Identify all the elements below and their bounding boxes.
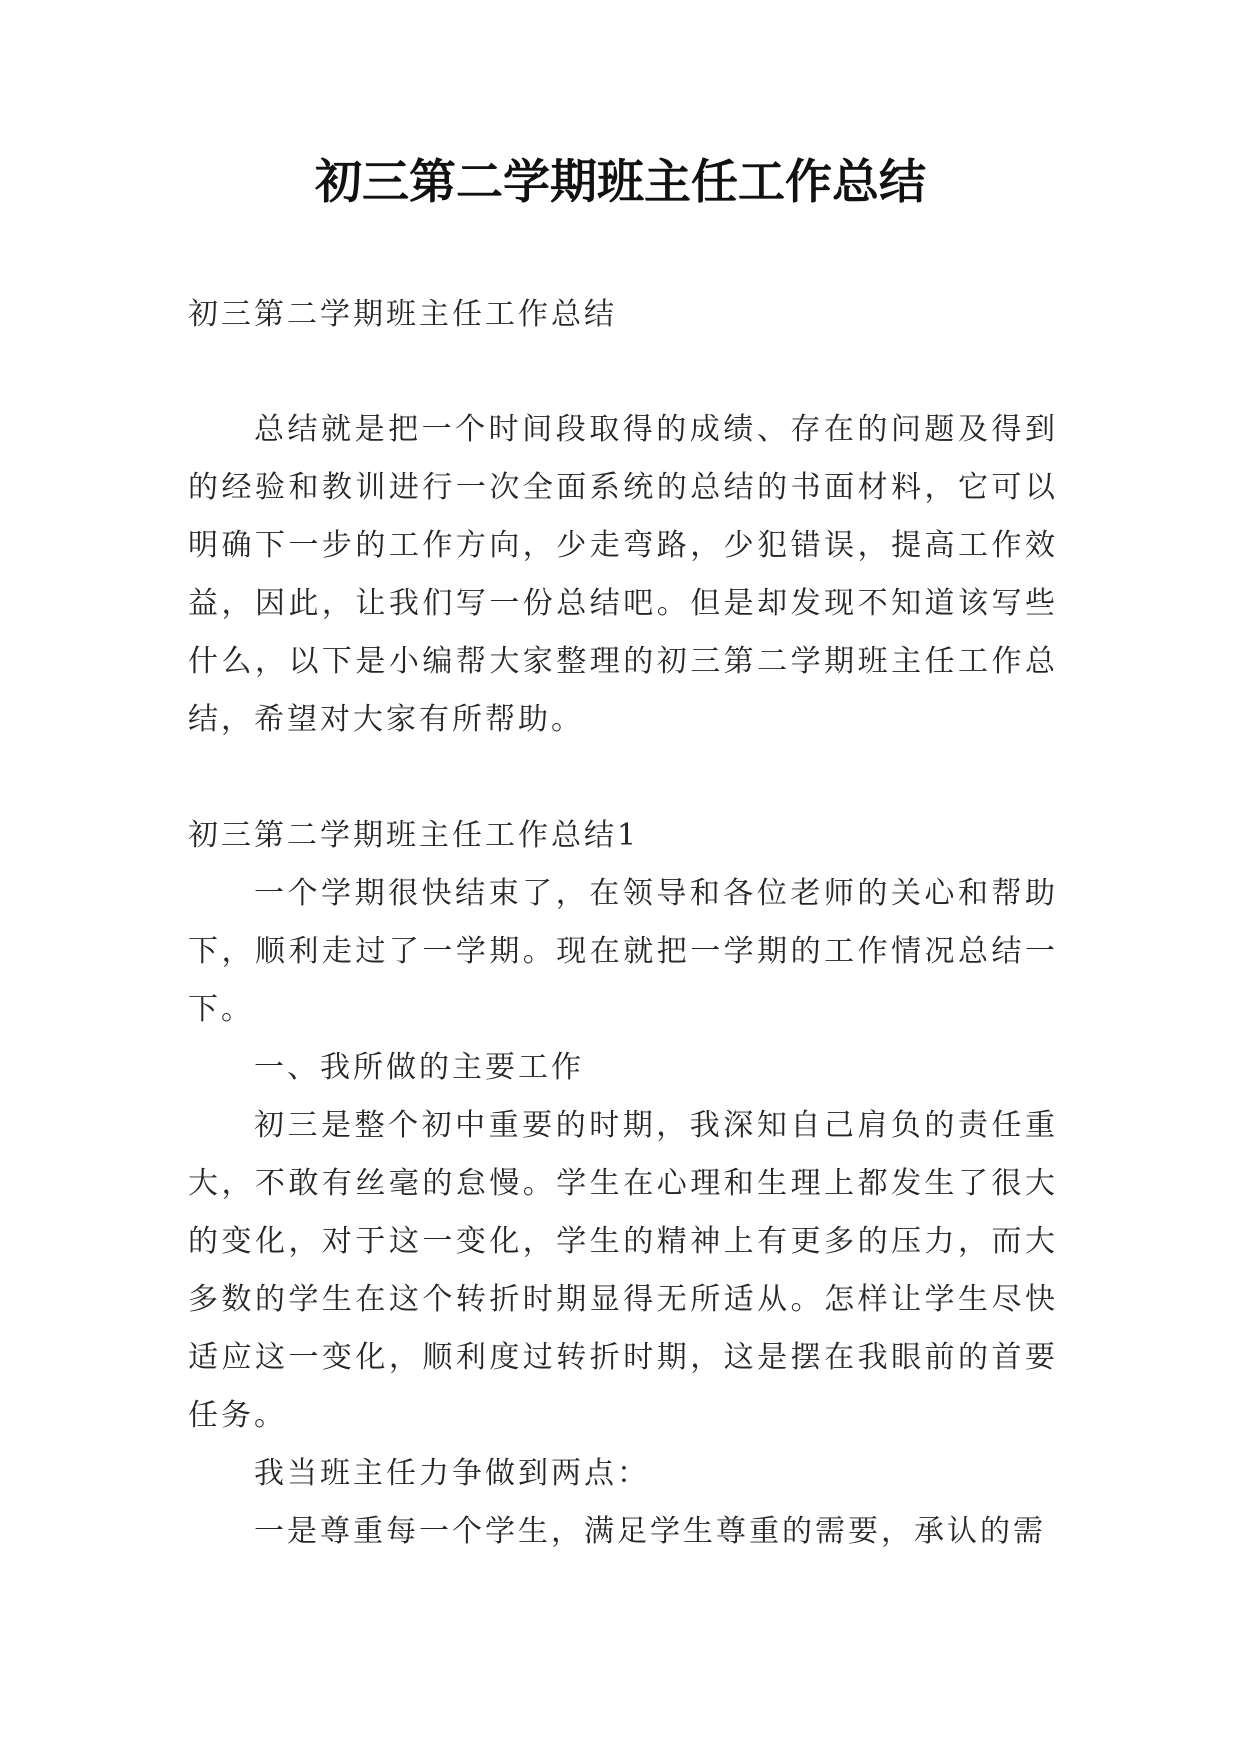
document-title: 初三第二学期班主任工作总结 xyxy=(315,155,926,210)
body-paragraph: 一是尊重每一个学生，满足学生尊重的需要，承认的需 xyxy=(254,1514,1046,1549)
document-subtitle: 初三第二学期班主任工作总结 xyxy=(188,297,617,332)
subsection-heading: 一、我所做的主要工作 xyxy=(254,1050,584,1085)
body-paragraph: 一个学期很快结束了，在领导和各位老师的关心和帮助下，顺利走过了一学期。现在就把一学期的工作情况总结一下。 xyxy=(188,876,1058,1027)
document-body xyxy=(188,286,1058,1561)
body-paragraph: 初三是整个初中重要的时期，我深知自己肩负的责任重大，不敢有丝毫的怠慢。学生在心理和生理上都发生了很大的变化，对于这一变化，学生的精神上有更多的压力，而大多数的学生在这个转折时期显得无所适从。怎样让学生尽快适应这一变化，顺利度过转折时期，这是摆在我眼前的首要任务。 xyxy=(188,1108,1058,1433)
body-paragraph: 我当班主任力争做到两点： xyxy=(254,1456,650,1491)
section-heading: 初三第二学期班主任工作总结1 xyxy=(188,818,640,853)
intro-paragraph: 总结就是把一个时间段取得的成绩、存在的问题及得到的经验和教训进行一次全面系统的总结的书面材料，它可以明确下一步的工作方向，少走弯路，少犯错误，提高工作效益，因此，让我们写一份总结吧。但是却发现不知道该写些什么，以下是小编帮大家整理的初三第二学期班主任工作总结，希望对大家有所帮助。 xyxy=(188,412,1058,737)
